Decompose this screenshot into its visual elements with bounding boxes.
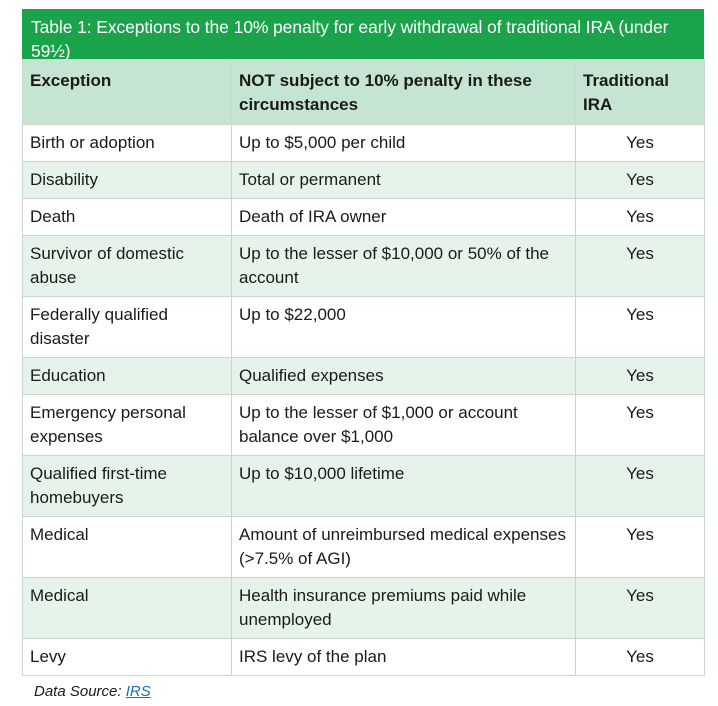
cell-circumstances: Up to the lesser of $10,000 or 50% of the account (232, 236, 576, 297)
cell-traditional: Yes (576, 162, 705, 199)
irs-source-link[interactable]: IRS (125, 683, 151, 700)
cell-exception: Medical (23, 578, 232, 639)
cell-circumstances: Up to $10,000 lifetime (232, 456, 576, 517)
cell-traditional: Yes (576, 297, 705, 358)
data-source-prefix: Data Source: (34, 683, 126, 700)
cell-traditional: Yes (576, 517, 705, 578)
cell-exception: Education (23, 358, 232, 395)
table-row (23, 639, 705, 676)
cell-exception: Levy (23, 639, 232, 676)
table-header-row (23, 60, 705, 125)
cell-exception: Emergency personal expenses (23, 395, 232, 456)
cell-traditional: Yes (576, 578, 705, 639)
cell-exception: Medical (23, 517, 232, 578)
cell-circumstances: Amount of unreimbursed medical expenses (>7.5% of AGI) (232, 517, 576, 578)
table-row (23, 297, 705, 358)
cell-exception: Death (23, 199, 232, 236)
table-row (23, 236, 705, 297)
data-source-note (34, 683, 151, 700)
cell-exception: Qualified first-time homebuyers (23, 456, 232, 517)
cell-exception: Disability (23, 162, 232, 199)
exceptions-table (22, 59, 705, 676)
cell-exception: Federally qualified disaster (23, 297, 232, 358)
cell-traditional: Yes (576, 358, 705, 395)
cell-traditional: Yes (576, 639, 705, 676)
cell-traditional: Yes (576, 395, 705, 456)
table-row (23, 199, 705, 236)
header-circumstances: NOT subject to 10% penalty in these circumstances (232, 60, 576, 125)
cell-exception: Survivor of domestic abuse (23, 236, 232, 297)
cell-circumstances: Qualified expenses (232, 358, 576, 395)
cell-traditional: Yes (576, 199, 705, 236)
cell-circumstances: Up to $5,000 per child (232, 125, 576, 162)
cell-traditional: Yes (576, 456, 705, 517)
cell-circumstances: Total or permanent (232, 162, 576, 199)
header-traditional-ira: Traditional IRA (576, 60, 705, 125)
table-row (23, 395, 705, 456)
cell-exception: Birth or adoption (23, 125, 232, 162)
cell-circumstances: IRS levy of the plan (232, 639, 576, 676)
table-title: Table 1: Exceptions to the 10% penalty for early withdrawal of traditional IRA (under 59½) (22, 9, 704, 59)
table-row (23, 162, 705, 199)
cell-traditional: Yes (576, 236, 705, 297)
table-row (23, 125, 705, 162)
cell-circumstances: Up to $22,000 (232, 297, 576, 358)
table-row (23, 578, 705, 639)
cell-circumstances: Health insurance premiums paid while unemployed (232, 578, 576, 639)
cell-circumstances: Up to the lesser of $1,000 or account balance over $1,000 (232, 395, 576, 456)
table-row (23, 358, 705, 395)
header-exception: Exception (23, 60, 232, 125)
cell-circumstances: Death of IRA owner (232, 199, 576, 236)
exceptions-table-container (22, 9, 704, 676)
table-row (23, 456, 705, 517)
cell-traditional: Yes (576, 125, 705, 162)
table-row (23, 517, 705, 578)
